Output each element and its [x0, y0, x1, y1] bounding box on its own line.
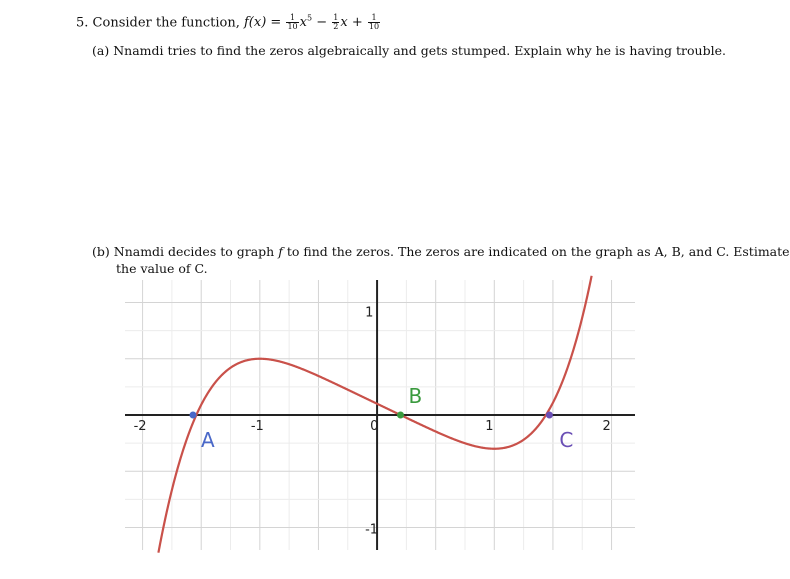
part-b-text-2: the value of C.: [116, 261, 208, 276]
fx-label: f(x) =: [244, 15, 282, 31]
fraction-1: $\frac{1}{10}$: [287, 13, 298, 32]
part-a-text: Nnamdi tries to find the zeros algebraically and gets stumped. Explain why he is having trouble.: [113, 43, 726, 58]
part-b-text-1-rest: to find the zeros. The zeros are indicated on the graph as A, B, and C. Estimate: [286, 244, 790, 259]
part-b-label: (b): [92, 244, 110, 259]
zero-label-a: A: [201, 428, 215, 452]
tick-labels: [134, 306, 611, 538]
function-graph: [125, 280, 635, 550]
zero-label-b: B: [408, 384, 423, 408]
function-equation: f(x) = $\frac{1}{10}$ $x^5$ − $\frac{1}{2}$ x + $\frac{1}{10}$: [244, 13, 380, 32]
zero-points: [190, 384, 574, 452]
part-b-line1: [92, 244, 790, 259]
fraction-2: $\frac{1}{2}$: [333, 13, 339, 32]
x-tick-label: 0: [370, 419, 379, 434]
zero-point-a: [190, 412, 197, 419]
part-a-label: (a): [92, 43, 110, 58]
y-tick-label: 1: [365, 305, 374, 321]
part-b-text-1: Nnamdi decides to graph: [113, 244, 275, 259]
y-tick-label: -1: [365, 522, 379, 538]
x-tick-label: -2: [133, 419, 147, 434]
fraction-3: $\frac{1}{10}$: [368, 13, 380, 32]
question-header: [76, 14, 381, 31]
zero-point-b: [397, 412, 404, 419]
question-number: 5.: [76, 15, 89, 31]
zero-label-c: C: [559, 428, 574, 452]
part-b-line2: [116, 261, 208, 276]
f-symbol: f: [278, 244, 283, 259]
question-prompt: Consider the function,: [92, 15, 240, 31]
x-tick-label: -1: [250, 419, 264, 434]
x-tick-label: 2: [602, 419, 611, 434]
x-tick-label: 1: [485, 419, 494, 434]
zero-point-c: [546, 412, 553, 419]
part-a: [92, 43, 726, 58]
